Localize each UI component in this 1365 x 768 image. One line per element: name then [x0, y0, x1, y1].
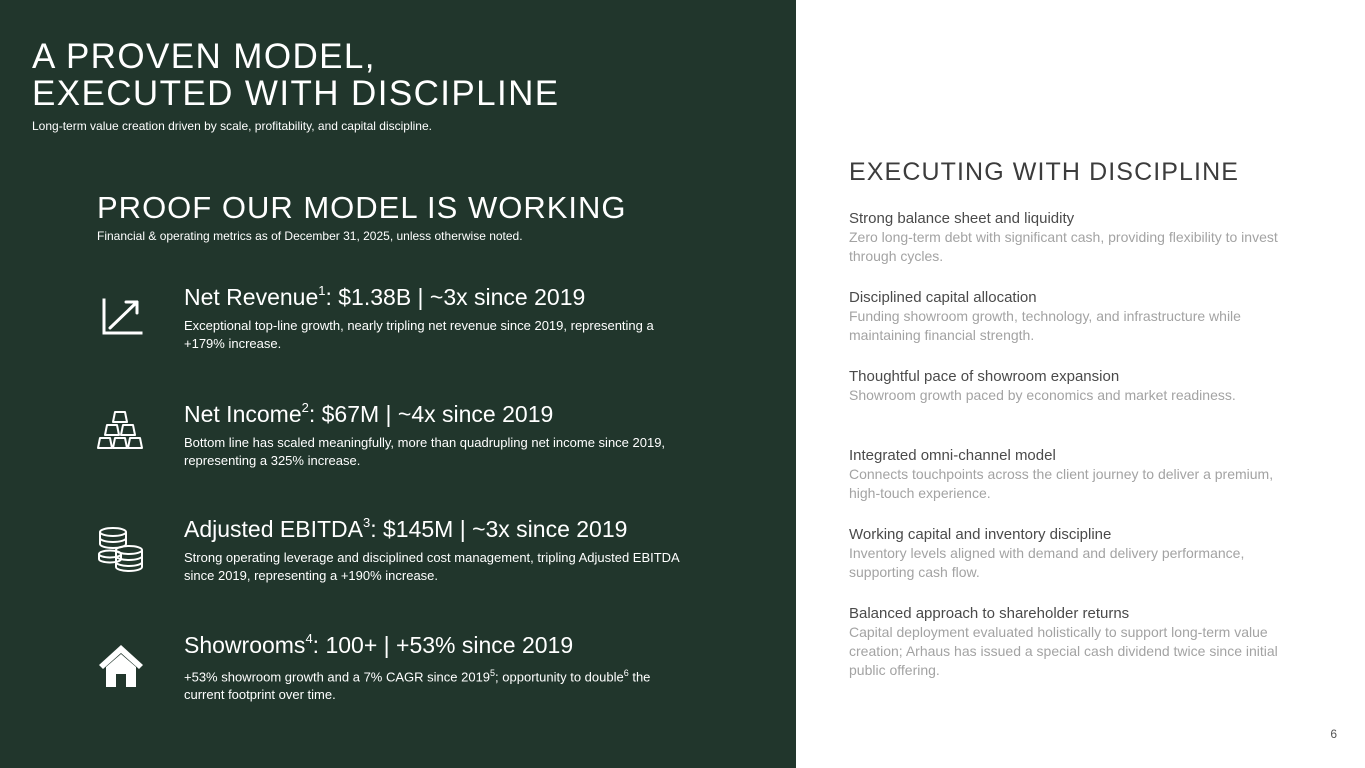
- metric-title: Showrooms$^4$: 100+ | +53% since 2019: [184, 631, 574, 658]
- item-title: Working capital and inventory discipline: [849, 526, 1112, 543]
- page-subtitle: Long-term value creation driven by scale, profitability, and capital discipline.: [32, 119, 432, 133]
- gold-bars-icon: [97, 409, 145, 457]
- page-title: [32, 38, 560, 112]
- metric-net-revenue: [97, 284, 697, 374]
- coin-stacks-icon: [97, 524, 145, 572]
- metric-showrooms: [97, 632, 697, 722]
- item-description: Funding showroom growth, technology, and infrastructure while maintaining financial strength.: [849, 308, 1241, 343]
- item-description: Inventory levels aligned with demand and delivery performance, supporting cash flow.: [849, 545, 1245, 580]
- item-title: Balanced approach to shareholder returns: [849, 605, 1130, 622]
- proof-section-note: Financial & operating metrics as of December 31, 2025, unless otherwise noted.: [97, 229, 523, 243]
- metric-net-income: [97, 401, 697, 491]
- list-item: [849, 288, 1289, 367]
- metric-title: Adjusted EBITDA$^3$: $145M | ~3x since 2019: [184, 515, 628, 542]
- trending-up-arrow-icon: [97, 292, 145, 340]
- page-title-line-2: EXECUTED WITH DISCIPLINE: [32, 74, 560, 113]
- item-title: Thoughtful pace of showroom expansion: [849, 368, 1120, 385]
- discipline-section-title: EXECUTING WITH DISCIPLINE: [849, 158, 1240, 186]
- item-title: Disciplined capital allocation: [849, 289, 1037, 306]
- list-item: [849, 367, 1289, 446]
- item-title: Strong balance sheet and liquidity: [849, 210, 1075, 227]
- item-description: Zero long-term debt with significant cash, providing flexibility to invest through cycles.: [849, 229, 1278, 264]
- item-description: Showroom growth paced by economics and market readiness.: [849, 387, 1236, 403]
- metric-description: Bottom line has scaled meaningfully, more than quadrupling net income since 2019, representing a 325% increase.: [184, 435, 666, 468]
- list-item: [849, 604, 1289, 683]
- item-title: Integrated omni-channel model: [849, 447, 1056, 464]
- page-title-line-1: A PROVEN MODEL,: [32, 37, 376, 76]
- house-icon: [97, 640, 145, 688]
- item-description: Connects touchpoints across the client journey to deliver a premium, high-touch experience.: [849, 466, 1274, 501]
- metric-adjusted-ebitda: [97, 516, 697, 606]
- metric-title: Net Revenue$^1$: $1.38B | ~3x since 2019: [184, 283, 586, 310]
- item-description: Capital deployment evaluated holistically to support long-term value creation; Arhaus has issued a special cash dividend twice since initial public offering.: [849, 624, 1278, 678]
- metric-description: Strong operating leverage and disciplined cost management, tripling Adjusted EBITDA since 2019, representing a +190% increase.: [184, 550, 680, 583]
- metric-description: Exceptional top-line growth, nearly tripling net revenue since 2019, representing a +179% increase.: [184, 318, 654, 351]
- list-item: [849, 209, 1289, 288]
- list-item: [849, 446, 1289, 525]
- metric-description: +53% showroom growth and a 7% CAGR since 2019$^5$; opportunity to double$^6$ the current footprint over time.: [184, 668, 651, 702]
- list-item: [849, 525, 1289, 604]
- page-number: 6: [1330, 727, 1337, 741]
- proof-section-title: PROOF OUR MODEL IS WORKING: [97, 190, 627, 225]
- metric-title: Net Income$^2$: $67M | ~4x since 2019: [184, 400, 554, 427]
- discipline-list: [849, 209, 1289, 683]
